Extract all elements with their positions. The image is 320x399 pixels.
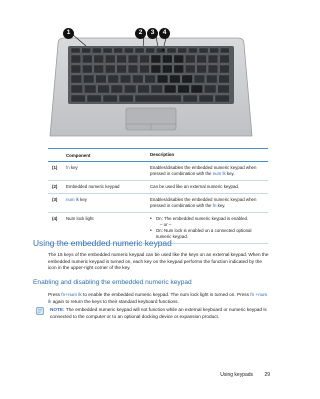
keyboard-key — [71, 55, 81, 63]
numeric-keypad-key — [170, 75, 181, 83]
key-suffix: key — [78, 197, 87, 202]
key-name: num lk — [212, 171, 226, 176]
keyboard-key — [199, 95, 213, 102]
keyboard-key — [82, 55, 92, 63]
keyboard-key — [96, 75, 107, 83]
row-description — [150, 216, 268, 240]
note-icon — [36, 307, 44, 315]
keyboard-key — [117, 65, 127, 73]
keyboard-key — [151, 85, 163, 93]
keyboard-key — [111, 85, 123, 93]
keyboard-key — [208, 55, 218, 63]
keyboard-key — [140, 65, 150, 73]
key-combo: fn +num lk — [48, 292, 268, 304]
page-number: 29 — [264, 372, 270, 378]
callout-4: 4 — [159, 28, 170, 39]
keyboard-key — [124, 85, 136, 93]
section-body: The 15 keys of the embedded numeric keypad can be used like the keys on an external keypad. When the embedded numeric keypad is turned on, each key on the keypad performs the function indicated by the icon in the upper-right corner of the key. — [48, 252, 269, 271]
keyboard-key — [204, 85, 216, 93]
keyboard-key — [220, 55, 230, 63]
keyboard-key — [218, 85, 230, 93]
key-name: num lk — [66, 197, 79, 202]
keyboard-key — [108, 75, 119, 83]
row-component — [66, 165, 150, 170]
keyboard-key — [188, 48, 197, 53]
keyboard-key — [94, 65, 104, 73]
callout-2: 2 — [135, 28, 146, 39]
keyboard-key — [167, 48, 176, 53]
keyboard-key — [138, 85, 150, 93]
keyboard-key — [117, 55, 127, 63]
numeric-keypad-key — [174, 65, 184, 73]
table-row — [48, 181, 268, 194]
keyboard-key — [71, 48, 80, 53]
keyboard-key — [71, 65, 81, 73]
subsection-body — [48, 292, 270, 305]
keyboard-key — [98, 85, 110, 93]
key-suffix: key — [69, 165, 78, 170]
row-number: (1) — [52, 165, 58, 170]
desc-text: Enables/disables the embedded numeric keypad when pressed in combination with the — [150, 165, 257, 176]
keyboard-key — [92, 48, 101, 53]
or-separator: – or – — [160, 222, 172, 227]
keyboard-key — [105, 65, 115, 73]
keyboard-key — [185, 55, 195, 63]
keyboard-key — [124, 48, 133, 53]
keyboard-key — [120, 75, 131, 83]
body-text: Press — [48, 292, 62, 297]
row-component — [66, 197, 150, 202]
numeric-keypad-key — [191, 85, 203, 93]
row-description — [150, 165, 268, 177]
key-combo: fn+num lk — [61, 292, 82, 297]
keyboard-key — [197, 65, 207, 73]
header-component: Component — [66, 152, 91, 158]
keyboard-key — [146, 48, 155, 53]
keyboard-key — [219, 75, 230, 83]
numeric-keypad-key — [162, 65, 172, 73]
keyboard-key — [103, 95, 117, 102]
keyboard-key — [140, 55, 150, 63]
page-footer — [220, 372, 270, 378]
callout-3: 3 — [147, 28, 158, 39]
keyboard-key — [135, 48, 144, 53]
numeric-keypad-key — [157, 75, 168, 83]
keyboard-key — [87, 95, 101, 102]
keyboard-key — [71, 95, 85, 102]
keyboard-key — [84, 85, 96, 93]
key-name: fn — [66, 165, 70, 170]
keyboard-key — [220, 48, 229, 53]
keyboard-key — [194, 75, 205, 83]
numeric-keypad-key — [151, 55, 161, 63]
keyboard-key — [206, 75, 217, 83]
keyboard-key — [178, 48, 187, 53]
keyboard-key — [71, 75, 82, 83]
footer-section: Using keypads — [220, 372, 254, 378]
numeric-keypad-key — [162, 55, 172, 63]
note-text — [50, 307, 272, 320]
table-header — [48, 149, 268, 162]
bullet-icon: • — [150, 216, 152, 222]
components-table — [48, 148, 268, 244]
keyboard-key — [119, 95, 133, 102]
body-text: again to return the keys to their standard keyboard functions. — [51, 298, 179, 304]
desc-text: key. — [225, 171, 235, 176]
bullet-text: On: The embedded numeric keypad is enabled. — [155, 216, 249, 221]
body-text: to enable the embedded numeric keypad. The num lock light is turned on. Press — [81, 292, 251, 297]
keyboard-key — [94, 55, 104, 63]
keyboard-key — [83, 75, 94, 83]
keyboard-key — [208, 65, 218, 73]
callout-1: 1 — [63, 28, 74, 39]
keyboard-key — [114, 48, 123, 53]
desc-text: key. — [216, 203, 226, 208]
bullet-text: On: Num lock is enabled on a connected optional numeric keypad. — [155, 228, 252, 239]
section-title: Using the embedded numeric keypad — [33, 238, 172, 248]
table-row — [48, 162, 268, 181]
numeric-keypad-key — [164, 85, 176, 93]
keyboard-illustration — [46, 28, 256, 143]
keyboard-key — [197, 55, 207, 63]
keyboard-key — [133, 75, 144, 83]
row-description: Can be used like an external numeric keypad. — [150, 184, 240, 189]
note-box — [36, 307, 272, 320]
row-component: Num lock light — [66, 216, 94, 221]
desc-text: Enables/disables the embedded numeric keypad when pressed in combination with the — [150, 197, 257, 208]
keyboard-key — [183, 95, 197, 102]
table-row — [48, 194, 268, 213]
keyboard-key — [220, 65, 230, 73]
keyboard-key — [82, 65, 92, 73]
row-description — [150, 197, 268, 209]
row-number: (2) — [52, 184, 58, 189]
note-body: The embedded numeric keypad will not function while an external keyboard or numeric keypad is connected to the computer or to an optional docking device or expansion product. — [50, 307, 267, 319]
numeric-keypad-key — [174, 55, 184, 63]
bullet-icon: • — [150, 228, 152, 234]
note-label: NOTE: — [50, 307, 65, 312]
numeric-keypad-key — [182, 75, 193, 83]
numeric-keypad-key — [151, 65, 161, 73]
keyboard-key — [71, 85, 83, 93]
keyboard-key — [135, 95, 181, 102]
keyboard-key — [199, 48, 208, 53]
keyboard-key — [103, 48, 112, 53]
keyboard-key — [215, 95, 229, 102]
header-description: Description — [150, 152, 175, 157]
row-component: Embedded numeric keypad — [66, 184, 120, 189]
keyboard-key — [145, 75, 156, 83]
row-number: (4) — [52, 216, 58, 221]
keyboard-key — [82, 48, 91, 53]
keyboard-key — [210, 48, 219, 53]
row-number: (3) — [52, 197, 58, 202]
keyboard-key — [128, 65, 138, 73]
keyboard-drawing — [46, 28, 256, 143]
keyboard-key — [105, 55, 115, 63]
keyboard-key — [185, 65, 195, 73]
keyboard-key — [128, 55, 138, 63]
numeric-keypad-key — [178, 85, 190, 93]
subsection-title: Enabling and disabling the embedded numeric keypad — [33, 279, 192, 286]
key-name: fn — [212, 203, 217, 208]
